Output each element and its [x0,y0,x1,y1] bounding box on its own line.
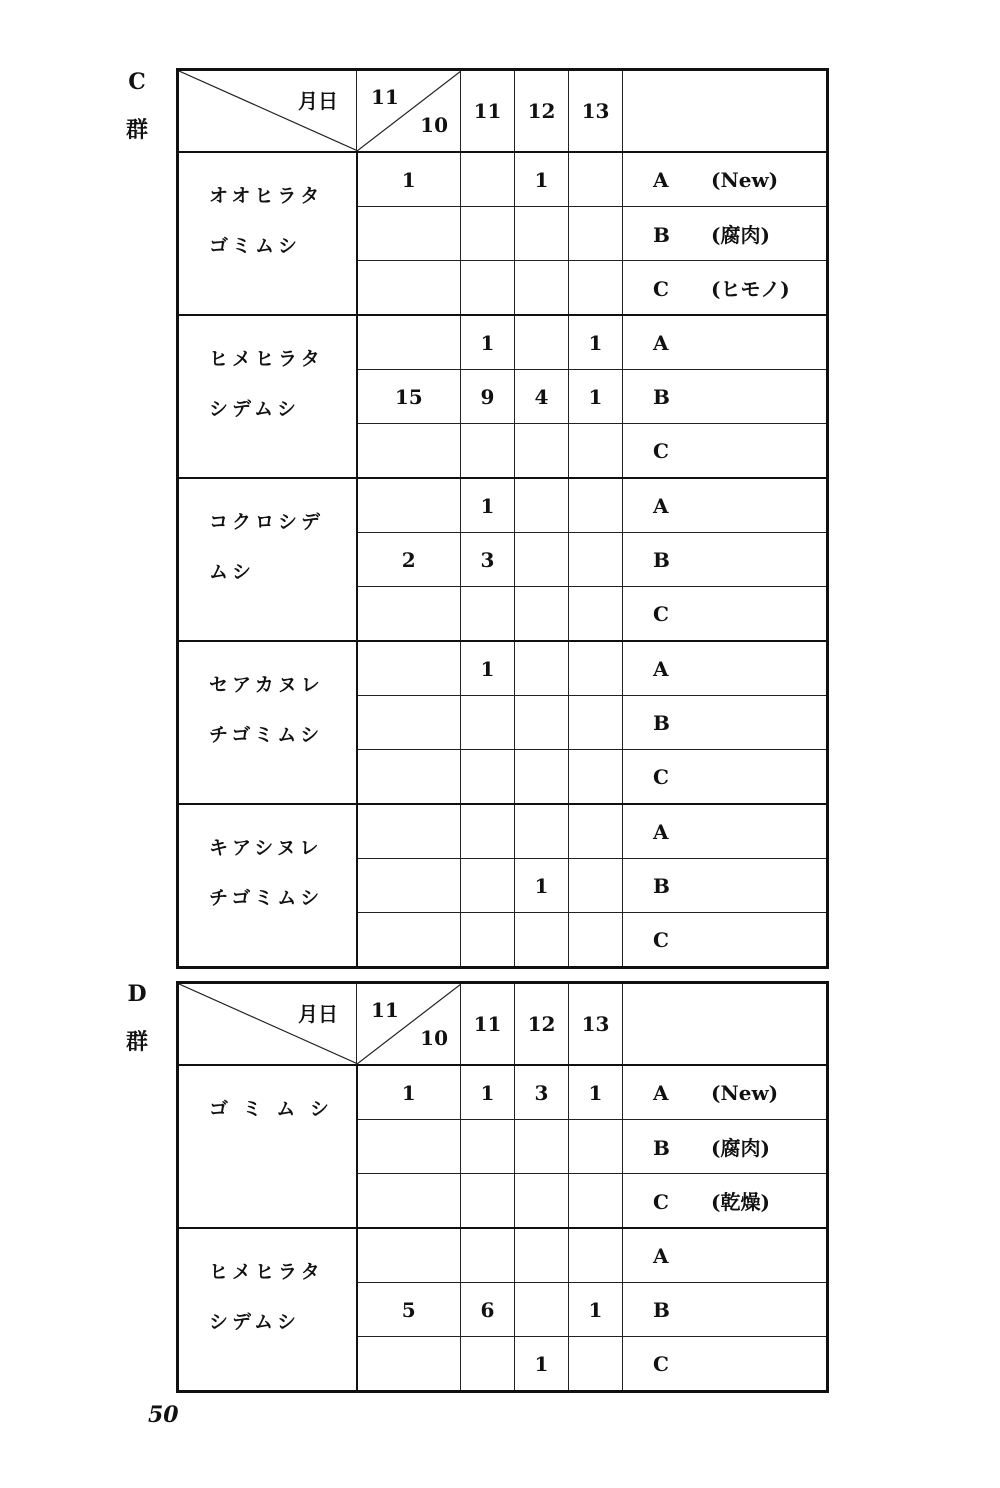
species-name-line2: シデムシ [209,1311,301,1333]
count-cell [569,1174,623,1229]
count-cell: 1 [569,370,623,424]
condition-code: A [653,330,669,355]
condition-cell [623,750,828,805]
count-cell [461,750,515,805]
condition-code: B [653,873,670,898]
count-cell: 1 [461,315,515,370]
count-cell [569,1120,623,1174]
condition-note: (腐肉) [711,223,770,247]
header-corner-cell [178,983,357,1066]
species-name-line2: チゴミムシ [209,887,324,909]
count-cell [357,315,461,370]
count-cell: 9 [461,370,515,424]
date-diagonal [357,71,461,151]
condition-cell [623,1283,828,1337]
count-cell [461,587,515,642]
condition-cell [623,478,828,533]
condition-cell [623,315,828,370]
header-day: 10 [420,1026,448,1050]
condition-code: C [653,764,669,789]
count-cell [569,1228,623,1283]
count-cell [515,750,569,805]
table-group-d [176,981,829,1393]
table-row [178,641,828,696]
count-cell [569,859,623,913]
header-day-cell: 13 [569,70,623,153]
count-cell [357,424,461,479]
count-cell [357,261,461,316]
count-cell: 6 [461,1283,515,1337]
condition-code: C [653,438,669,463]
count-cell [357,1174,461,1229]
species-name-line2: ムシ [209,561,256,583]
table-row [178,804,828,859]
species-name-cell [178,152,357,315]
group-label-c [122,58,152,154]
count-cell [569,152,623,207]
condition-code: A [653,656,669,681]
count-cell: 1 [569,1065,623,1120]
header-day: 10 [420,113,448,137]
group-letter: C [128,69,146,95]
count-cell [515,587,569,642]
count-cell [569,750,623,805]
count-cell [515,424,569,479]
condition-note: (New) [711,167,779,192]
condition-cell [623,913,828,968]
count-cell [461,152,515,207]
condition-cell [623,696,828,750]
header-condition-cell [623,983,828,1066]
count-cell: 1 [461,641,515,696]
condition-cell [623,1337,828,1392]
count-cell [515,1174,569,1229]
condition-note: (乾燥) [711,1190,770,1214]
count-cell: 1 [515,859,569,913]
group-kanji: 群 [125,1029,148,1055]
species-name-line1: ヒメヒラタ [209,348,324,370]
count-cell [569,424,623,479]
condition-cell [623,152,828,207]
header-month-day-label: 月日 [298,89,338,113]
header-condition-cell [623,70,828,153]
count-cell [357,859,461,913]
condition-cell [623,641,828,696]
count-cell [461,1174,515,1229]
table-group-c [176,68,829,969]
count-cell [515,696,569,750]
condition-cell [623,261,828,316]
header-month-day-label: 月日 [298,1002,338,1026]
count-cell [461,859,515,913]
table-row [178,1228,828,1283]
condition-cell [623,804,828,859]
count-cell [461,696,515,750]
condition-code: B [653,223,670,247]
header-date-split-cell [357,983,461,1066]
count-cell [569,696,623,750]
species-name-cell [178,478,357,641]
count-cell [569,261,623,316]
condition-cell [623,370,828,424]
header-day-cell: 11 [461,70,515,153]
header-row [178,983,828,1066]
count-cell [461,804,515,859]
count-cell [515,913,569,968]
header-month: 11 [371,998,399,1022]
condition-code: A [653,1080,669,1105]
count-cell [569,533,623,587]
header-day-cell: 13 [569,983,623,1066]
table-row [178,152,828,207]
count-cell [569,913,623,968]
count-cell [357,804,461,859]
count-cell [461,1120,515,1174]
header-month: 11 [371,85,399,109]
count-cell [357,587,461,642]
condition-code: B [653,1297,670,1322]
species-name-line2: チゴミムシ [209,724,324,746]
species-name-line2: シデムシ [209,398,301,420]
count-cell [515,478,569,533]
count-cell [515,207,569,261]
count-cell [515,261,569,316]
count-cell [357,750,461,805]
count-cell [461,424,515,479]
count-cell: 1 [357,152,461,207]
date-diagonal [357,984,461,1064]
condition-code: C [653,1351,669,1376]
table-row [178,315,828,370]
condition-code: C [653,601,669,626]
condition-code: B [653,547,670,572]
condition-code: B [653,384,670,409]
species-name-cell [178,315,357,478]
count-cell [569,1337,623,1392]
condition-cell [623,1174,828,1229]
count-cell: 2 [357,533,461,587]
header-date-split-cell [357,70,461,153]
count-cell [357,696,461,750]
species-name-cell [178,1065,357,1228]
species-name-line1: ヒメヒラタ [209,1261,324,1283]
page-number: 50 [148,1402,179,1428]
species-name-cell [178,641,357,804]
condition-note: (New) [711,1080,779,1105]
count-cell: 1 [357,1065,461,1120]
condition-code: C [653,927,669,952]
condition-code: A [653,1243,669,1268]
count-cell [515,1120,569,1174]
species-name-line1: セアカヌレ [209,674,324,696]
condition-code: A [653,819,669,844]
species-name-line2: ゴミムシ [209,235,302,257]
species-name-line1: コクロシデ [209,511,325,533]
count-cell: 1 [515,1337,569,1392]
count-cell [357,478,461,533]
count-cell [357,1228,461,1283]
count-cell [461,913,515,968]
count-cell [515,1283,569,1337]
count-cell [515,315,569,370]
count-cell [515,641,569,696]
count-cell: 1 [461,1065,515,1120]
count-cell [515,804,569,859]
condition-code: A [653,493,669,518]
header-day-cell: 12 [515,983,569,1066]
condition-note: (ヒモノ) [711,277,790,301]
count-cell: 3 [515,1065,569,1120]
condition-cell [623,587,828,642]
species-name-cell [178,1228,357,1392]
count-cell [461,1337,515,1392]
count-cell: 5 [357,1283,461,1337]
count-cell [569,587,623,642]
count-cell: 3 [461,533,515,587]
count-cell: 1 [569,315,623,370]
count-cell [515,533,569,587]
table-row [178,478,828,533]
species-name-line1: ゴ ミ ム シ [209,1098,333,1120]
count-cell: 1 [569,1283,623,1337]
header-corner-cell [178,70,357,153]
condition-cell [623,1228,828,1283]
condition-cell [623,859,828,913]
count-cell [569,641,623,696]
condition-code: B [653,1136,670,1160]
count-cell [357,1337,461,1392]
table-row [178,1065,828,1120]
condition-code: C [653,277,669,301]
count-cell [357,207,461,261]
count-cell [357,641,461,696]
count-cell: 1 [461,478,515,533]
header-day-cell: 12 [515,70,569,153]
header-day-cell: 11 [461,983,515,1066]
condition-cell [623,1065,828,1120]
count-cell [461,261,515,316]
count-cell: 4 [515,370,569,424]
count-cell: 1 [515,152,569,207]
group-letter: D [127,981,147,1007]
species-name-line1: オオヒラタ [209,185,324,207]
condition-cell [623,424,828,479]
group-kanji: 群 [125,117,148,143]
count-cell [569,207,623,261]
group-label-d [122,970,152,1066]
count-cell [461,1228,515,1283]
count-cell [461,207,515,261]
condition-cell [623,1120,828,1174]
condition-cell [623,207,828,261]
species-name-cell [178,804,357,968]
species-name-line1: キアシヌレ [209,837,323,859]
condition-code: B [653,710,670,735]
count-cell: 15 [357,370,461,424]
count-cell [569,804,623,859]
condition-code: A [653,167,669,192]
condition-note: (腐肉) [711,1136,770,1160]
condition-code: C [653,1190,669,1214]
count-cell [357,1120,461,1174]
count-cell [515,1228,569,1283]
header-row [178,70,828,153]
condition-cell [623,533,828,587]
count-cell [357,913,461,968]
count-cell [569,478,623,533]
